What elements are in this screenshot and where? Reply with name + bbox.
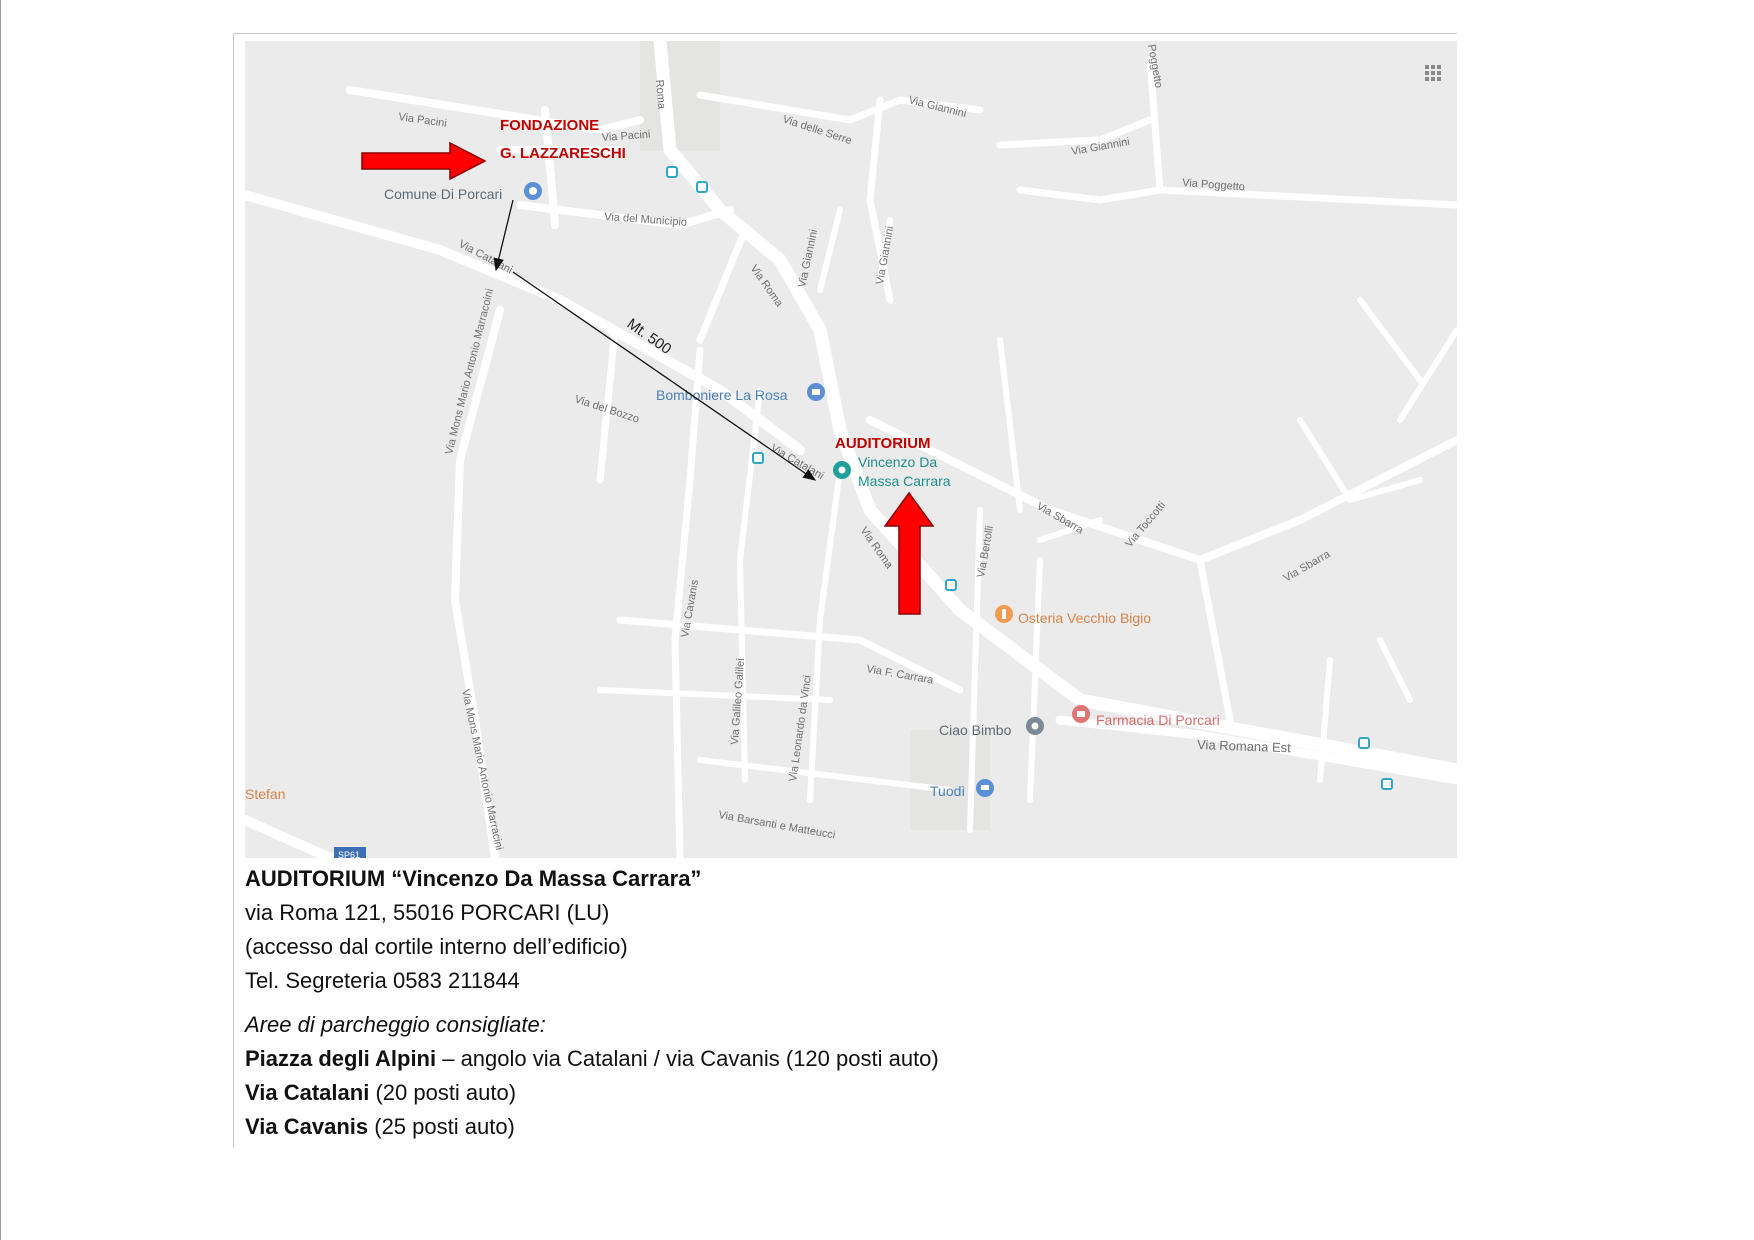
street-label: Via Catalani	[456, 238, 515, 277]
street-label: Via Roma	[747, 262, 785, 310]
poi-label-osteria: Osteria Vecchio Bigio	[1018, 610, 1152, 626]
callout-auditorium: AUDITORIUM	[835, 435, 931, 452]
parking-detail: – angolo via Catalani / via Cavanis (120 posti auto)	[436, 1046, 939, 1071]
auditorium-red-arrow-icon	[885, 493, 933, 614]
street-label: Via Barsanti e Matteucci	[717, 809, 837, 842]
frame-border-top	[233, 33, 1457, 34]
street-label: Stefan	[245, 786, 286, 802]
street-label: Via Giannini	[1070, 135, 1131, 158]
poi-label-farmacia: Farmacia Di Porcari	[1096, 712, 1220, 728]
bus-stop-icon	[667, 167, 677, 177]
bus-stop-icon	[946, 580, 956, 590]
street-label: Roma	[653, 79, 668, 110]
street-label: Via Poggetto	[1181, 177, 1246, 194]
sp61-shield	[334, 847, 366, 858]
bus-stop-icon	[1359, 738, 1369, 748]
parking-item	[245, 1076, 1425, 1110]
sp61-label: SP61	[338, 850, 361, 858]
street-label: Via F. Carrara	[865, 663, 935, 687]
parking-heading: Aree di parcheggio consigliate:	[245, 1012, 546, 1037]
poi-label-tuodi: Tuodì	[930, 783, 966, 799]
parking-name: Piazza degli Alpini	[245, 1046, 437, 1071]
info-block	[245, 862, 1425, 1144]
callout-fondazione-line2: G. LAZZARESCHI	[500, 145, 626, 162]
street-label: Via Romana Est	[1196, 737, 1292, 756]
map-canvas[interactable]	[245, 41, 1457, 858]
distance-label: Mt. 500	[623, 315, 675, 358]
frame-border-left	[233, 33, 234, 1148]
parking-detail: (25 posti auto)	[368, 1114, 515, 1139]
page-edge	[0, 0, 1, 1240]
street-label: Via Mons Mario Antonio Marracoini	[443, 287, 497, 456]
street-label: Via Galileo Galilei	[729, 657, 748, 746]
parking-name: Via Catalani	[245, 1080, 370, 1105]
poi-label-bomboniere: Bomboniere La Rosa	[656, 387, 788, 403]
street-label: Via Giannini	[874, 225, 897, 286]
street-label: Via del Municipio	[603, 211, 688, 229]
street-label: Via Cavanis	[679, 578, 702, 639]
street-label: Via delle Serre	[781, 113, 854, 148]
street-label: Poggetto	[1145, 43, 1165, 89]
callout-fondazione-line1: FONDAZIONE	[500, 117, 600, 134]
street-label: Via Mons Mario Antonio Marracini	[459, 688, 505, 852]
street-label: Via Sbarra	[1281, 548, 1333, 585]
distance-arrow	[513, 272, 815, 480]
street-label: Via Toccotti	[1123, 499, 1169, 550]
poi-bomboniere[interactable]	[656, 383, 825, 403]
parking-detail: (20 posti auto)	[369, 1080, 517, 1105]
venue-address: via Roma 121, 55016 PORCARI (LU)	[245, 900, 610, 925]
bus-stop-icon	[1382, 779, 1392, 789]
venue-access-note: (accesso dal cortile interno dell’edificio)	[245, 934, 628, 959]
poi-ciao-bimbo[interactable]	[939, 717, 1044, 738]
venue-title: AUDITORIUM “Vincenzo Da Massa Carrara”	[245, 866, 702, 891]
bus-stop-icon	[697, 182, 707, 192]
street-label: Via Sbarra	[1034, 500, 1086, 537]
bus-stop-icon	[753, 453, 763, 463]
street-label: Via Catalani	[768, 442, 826, 483]
street-label: Via Pacini	[397, 111, 448, 130]
street-label: Via Leonardo da Vinci	[787, 674, 814, 783]
parking-name: Via Cavanis	[245, 1114, 369, 1139]
fondazione-red-arrow-icon	[362, 143, 485, 179]
poi-label-auditorium-2: Massa Carrara	[858, 473, 951, 489]
poi-label-comune: Comune Di Porcari	[384, 186, 503, 202]
poi-comune[interactable]	[384, 182, 542, 202]
street-label: Via Giannini	[796, 228, 821, 289]
map-panel[interactable]	[245, 41, 1457, 858]
venue-phone: Tel. Segreteria 0583 211844	[245, 968, 520, 993]
street-label: Via Pacini	[601, 128, 651, 144]
parking-item	[245, 1110, 1425, 1144]
parking-item	[245, 1042, 1425, 1076]
poi-label-ciao-bimbo: Ciao Bimbo	[939, 722, 1012, 738]
street-label: Via del Bozzo	[573, 393, 641, 426]
spacer	[245, 998, 1425, 1008]
apps-grid-icon[interactable]	[1425, 65, 1441, 81]
street-label: Via Roma	[857, 524, 895, 572]
street-label: Via Bertolli	[975, 524, 997, 579]
poi-label-auditorium-1: Vincenzo Da	[858, 454, 938, 470]
poi-osteria[interactable]	[995, 605, 1151, 626]
street-label: Via Giannini	[907, 94, 968, 121]
